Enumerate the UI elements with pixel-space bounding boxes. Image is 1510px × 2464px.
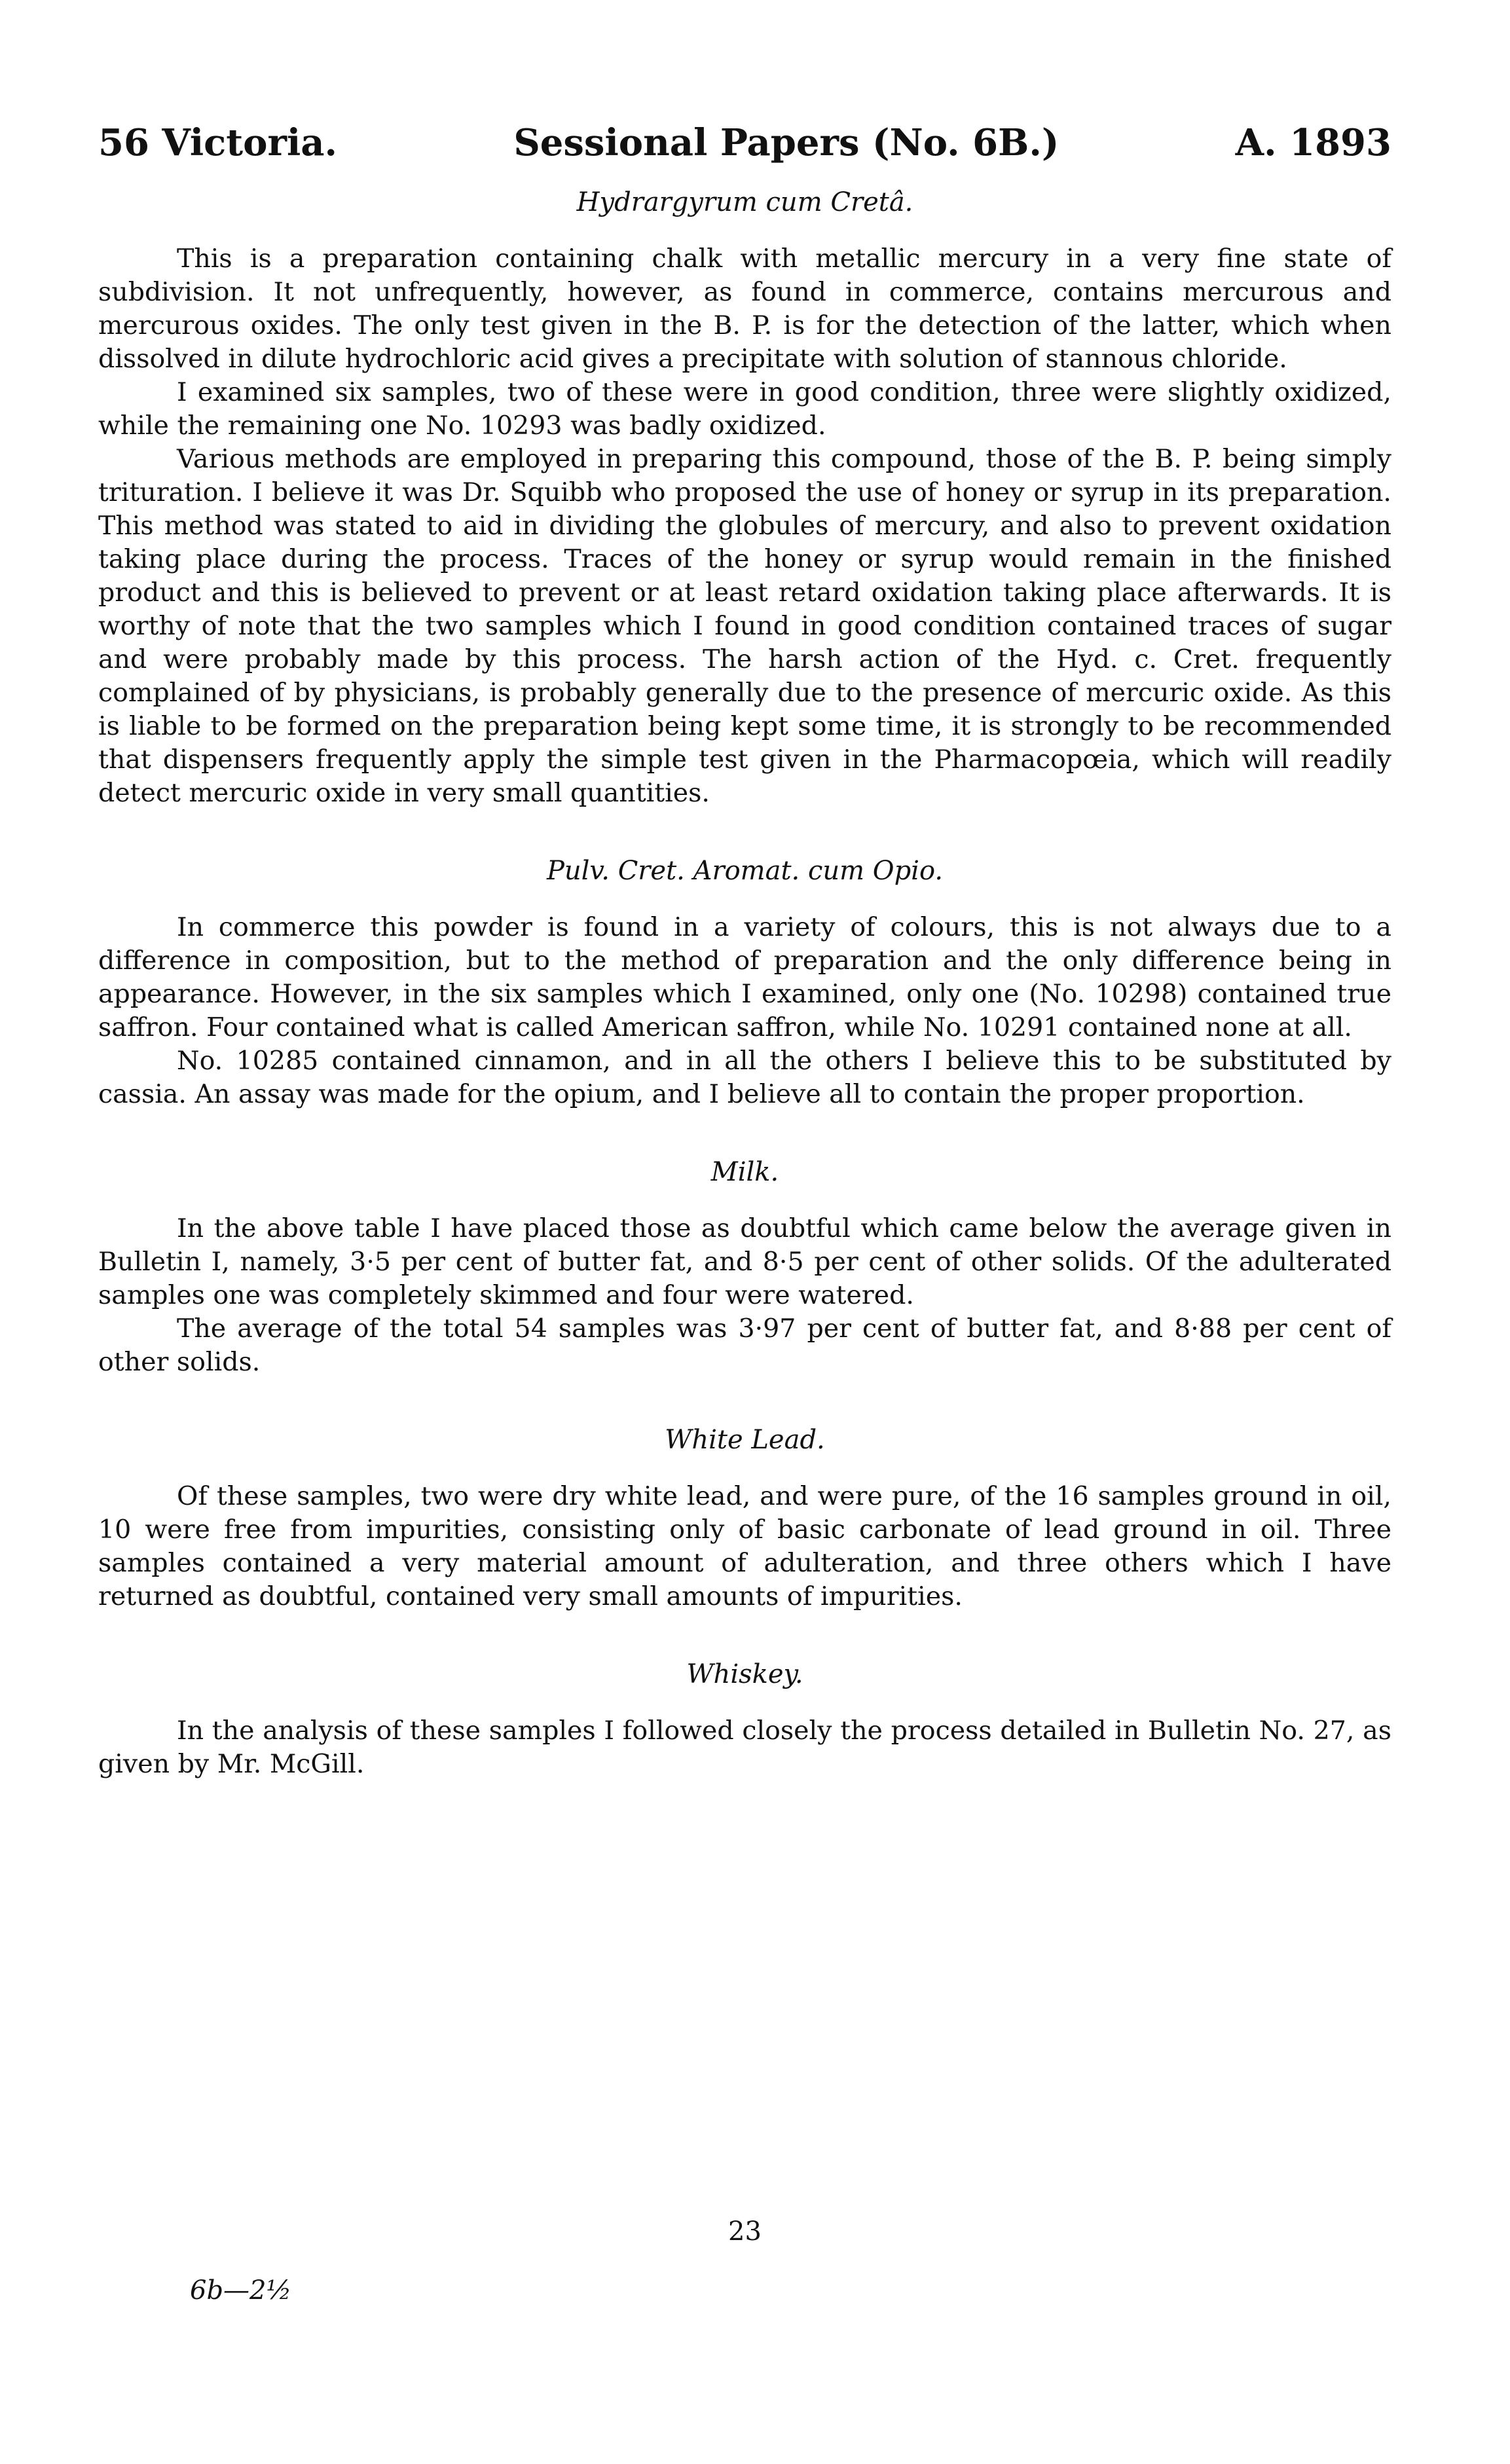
paragraph: I examined six samples, two of these were in good condition, three were slightly oxidized, while the remaining one No. 10293 was badly oxidized.: [98, 377, 1391, 441]
section-title: Pulv. Cret. Aromat. cum Opio.: [546, 856, 944, 886]
paragraph: The average of the total 54 samples was 3·97 per cent of butter fat, and 8·88 per cent of other solids.: [98, 1314, 1391, 1377]
section-title: White Lead.: [665, 1425, 825, 1455]
section-title: Milk.: [710, 1157, 779, 1187]
running-head: [98, 121, 1391, 164]
signature-mark: 6b—2½: [190, 2275, 292, 2306]
paragraph: In the above table I have placed those as doubtful which came below the average given in Bulletin I, namely, 3·5 per cent of butter fat, and 8·5 per cent of other solids. Of the adulterated samples one was completely skimmed and four were watered.: [98, 1213, 1391, 1310]
section-milk: [98, 1157, 1391, 1379]
paragraph: In the analysis of these samples I followed closely the process detailed in Bulletin No. 27, as given by Mr. McGill.: [98, 1716, 1391, 1779]
document-page: [98, 121, 1391, 1827]
paragraph: This is a preparation containing chalk with metallic mercury in a very fine state of subdivision. It not unfrequently, however, as found in commerce, contains mercurous and mercurous oxides. The only test given in the B. P. is for the detection of the latter, which when dissolved in dilute hydrochloric acid gives a precipitate with solution of stannous chloride.: [98, 244, 1391, 374]
header-left: 56 Victoria.: [98, 121, 338, 164]
paragraph: Of these samples, two were dry white lead, and were pure, of the 16 samples ground in oil, 10 were free from impurities, consisting only of basic carbonate of lead ground in oil. Three samples contained a very material amount of adulteration, and three others which I have returned as doubtful, contained very small amounts of impurities.: [98, 1481, 1391, 1611]
paragraph: No. 10285 contained cinnamon, and in all the others I believe this to be substituted by cassia. An assay was made for the opium, and I believe all to contain the proper proportion.: [98, 1046, 1391, 1109]
section-pulv-cret: [98, 856, 1391, 1111]
header-center: Sessional Papers (No. 6B.): [513, 121, 1059, 164]
page-number: 23: [728, 2216, 762, 2247]
section-whiskey: [98, 1659, 1391, 1781]
section-title: Whiskey.: [686, 1659, 803, 1689]
section-hydrargyrum: [98, 187, 1391, 810]
header-right: A. 1893: [1235, 121, 1391, 164]
section-title: Hydrargyrum cum Cretâ.: [576, 187, 913, 217]
paragraph: Various methods are employed in preparing this compound, those of the B. P. being simply trituration. I believe it was Dr. Squibb who proposed the use of honey or syrup in its preparation. This method was stated to aid in dividing the globules of mercury, and also to prevent oxidation taking place during the process. Traces of the honey or syrup would remain in the finished product and this is believed to prevent or at least retard oxidation taking place afterwards. It is worthy of note that the two samples which I found in good condition contained traces of sugar and were probably made by this process. The harsh action of the Hyd. c. Cret. frequently complained of by physicians, is probably generally due to the presence of mercuric oxide. As this is liable to be formed on the preparation being kept some time, it is strongly to be recommended that dispensers frequently apply the simple test given in the Pharmacopœia, which will readily detect mercuric oxide in very small quantities.: [98, 444, 1391, 808]
section-white-lead: [98, 1425, 1391, 1613]
paragraph: In commerce this powder is found in a variety of colours, this is not always due to a difference in composition, but to the method of preparation and the only difference being in appearance. However, in the six samples which I examined, only one (No. 10298) contained true saffron. Four contained what is called American saffron, while No. 10291 contained none at all.: [98, 912, 1391, 1042]
